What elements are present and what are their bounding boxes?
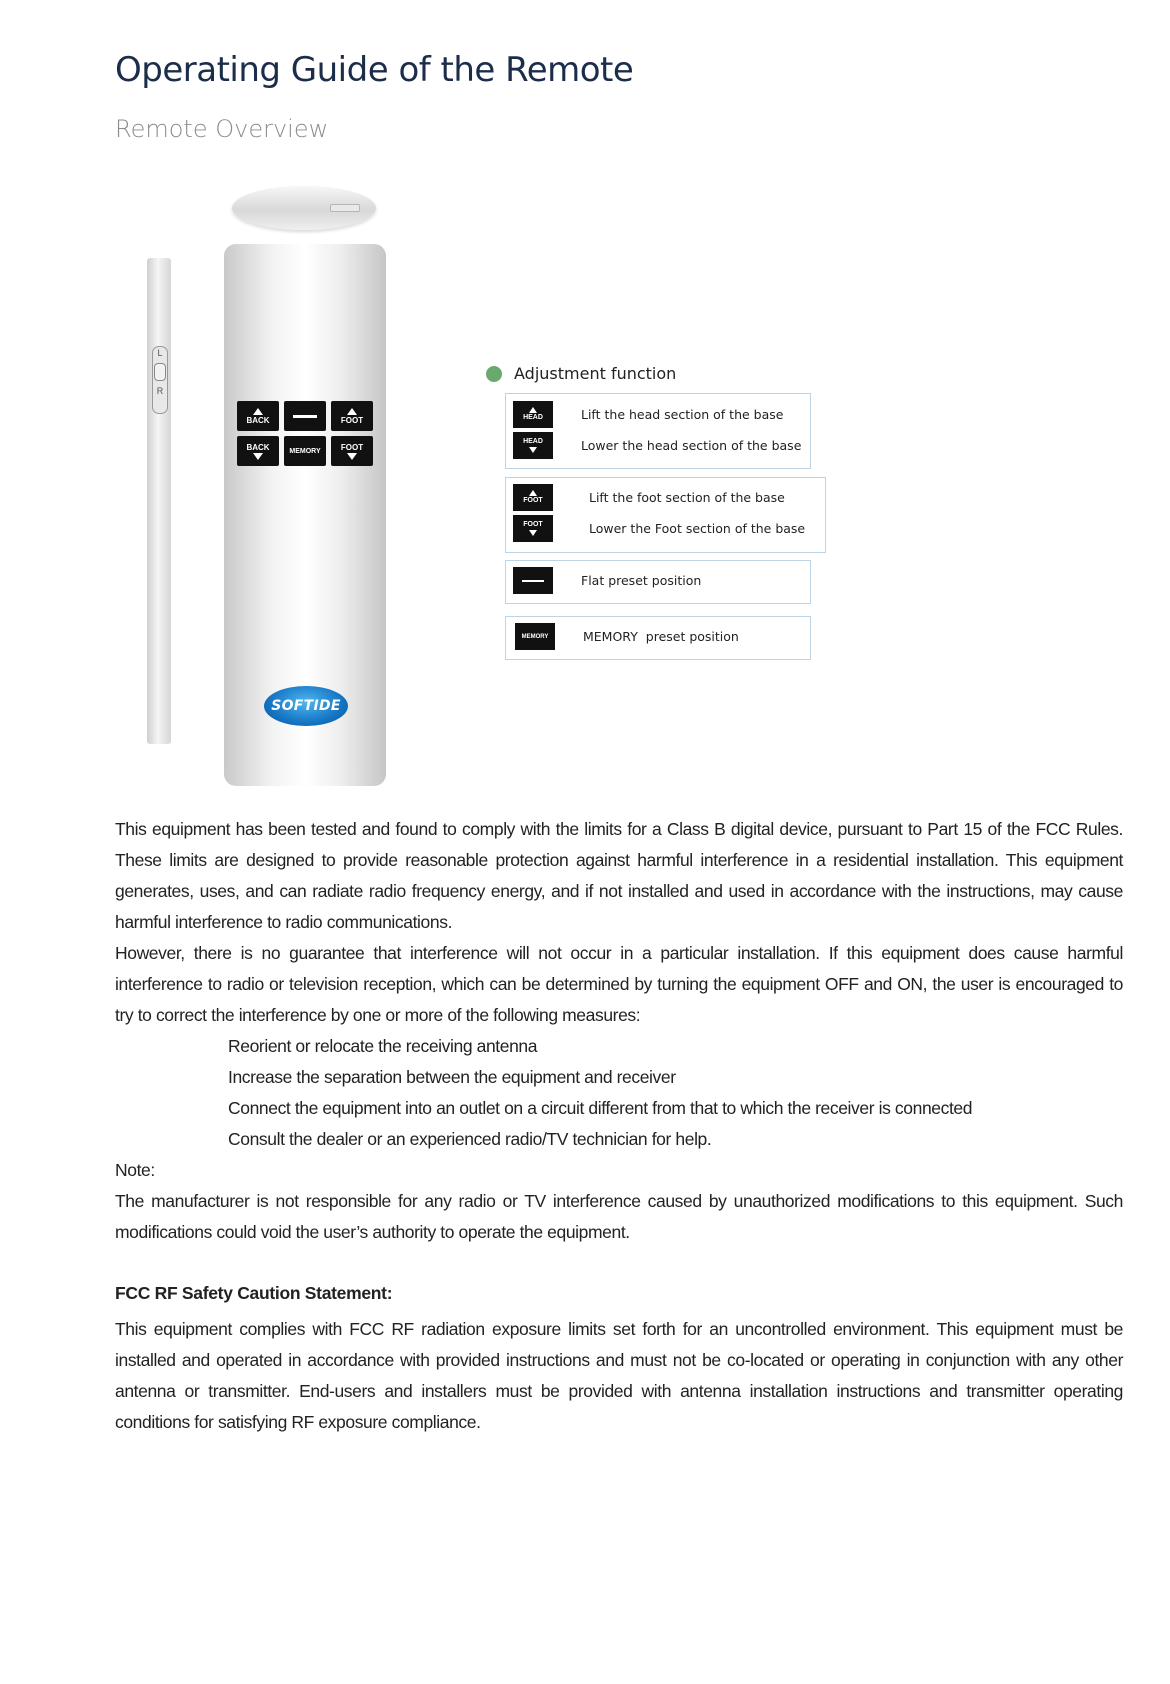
legend-item-foot-up	[513, 484, 785, 511]
legend-item-head-up	[513, 401, 783, 428]
rf-safety-text: This equipment complies with FCC RF radiation exposure limits set forth for an uncontrolled environment. This equipment must be installed and operated in accordance with provided instructions and must not be co-located or operating in conjunction with any other antenna or transmitter. End-users and installers must be provided with antenna installation instructions and transmitter operating conditions for satisfying RF exposure compliance.	[115, 1319, 1123, 1432]
legend-title: Adjustment function	[514, 364, 677, 383]
switch-label-top: L	[157, 348, 163, 358]
head-up-icon: HEAD	[513, 401, 553, 428]
green-dot-icon	[486, 366, 502, 382]
switch-knob	[154, 363, 166, 381]
memory-button[interactable]	[284, 436, 326, 466]
button-label: FOOT	[340, 442, 364, 452]
legend-item-text: Lower the Foot section of the base	[589, 521, 806, 536]
head-down-icon: HEAD	[513, 432, 553, 459]
measure-item: Reorient or relocate the receiving antenna	[228, 1036, 538, 1056]
remote-top-view	[232, 186, 376, 230]
measure-item: Increase the separation between the equipment and receiver	[228, 1067, 676, 1087]
legend-item-text: Lower the head section of the base	[581, 438, 802, 453]
arrow-up-icon	[347, 408, 357, 415]
button-label: MEMORY	[289, 447, 321, 455]
measure-item: Connect the equipment into an outlet on a circuit different from that to which the receiver is connected	[228, 1098, 973, 1118]
legend-item-foot-down	[513, 515, 805, 542]
page-title: Operating Guide of the Remote	[115, 50, 634, 90]
back-down-button[interactable]	[237, 436, 279, 466]
button-label: BACK	[246, 415, 270, 425]
foot-up-icon: FOOT	[513, 484, 553, 511]
remote-top-slot	[330, 204, 360, 212]
button-label: FOOT	[340, 415, 364, 425]
note-label: Note:	[115, 1160, 155, 1180]
switch-label-bottom: R	[156, 386, 164, 396]
legend-header	[486, 364, 676, 383]
rf-safety-section	[115, 1314, 1123, 1438]
measure-item: Consult the dealer or an experienced radio/TV technician for help.	[228, 1129, 712, 1149]
button-label: BACK	[246, 442, 270, 452]
foot-up-button[interactable]	[331, 401, 373, 431]
legend-item-text: MEMORY preset position	[583, 629, 739, 644]
remote-side-view	[147, 258, 171, 744]
lr-side-switch	[152, 346, 168, 414]
foot-down-button[interactable]	[331, 436, 373, 466]
fcc-paragraph-1: This equipment has been tested and found to comply with the limits for a Class B digital device, pursuant to Part 15 of the FCC Rules. These limits are designed to provide reasonable protection against harmful interference in a residential installation. This equipment generates, uses, and can radiate radio frequency energy, and if not installed and used in accordance with the instructions, may cause harmful interference to radio communications.	[115, 819, 1123, 932]
back-up-button[interactable]	[237, 401, 279, 431]
fcc-paragraph-2: However, there is no guarantee that interference will not occur in a particular installation. If this equipment does cause harmful interference to radio or television reception, which can be determined by turning the equipment OFF and ON, the user is encouraged to try to correct the interference by one or more of the following measures:	[115, 943, 1123, 1025]
legend-item-text: Lift the foot section of the base	[589, 490, 785, 505]
flat-button[interactable]	[284, 401, 326, 431]
legend-item-text: Flat preset position	[581, 573, 702, 588]
legend-item-head-down	[513, 432, 801, 459]
legend-item-flat	[513, 567, 701, 594]
legend-item-memory	[515, 623, 739, 650]
legend-item-text: Lift the head section of the base	[581, 407, 784, 422]
flat-dash-icon	[513, 567, 553, 594]
arrow-up-icon	[253, 408, 263, 415]
foot-down-icon: FOOT	[513, 515, 553, 542]
arrow-down-icon	[253, 453, 263, 460]
arrow-down-icon	[347, 453, 357, 460]
rf-safety-heading: FCC RF Safety Caution Statement:	[115, 1283, 393, 1303]
fcc-statement	[115, 814, 1123, 1248]
softide-logo: SOFTIDE	[264, 686, 348, 726]
page-subtitle: Remote Overview	[115, 115, 329, 143]
memory-icon: MEMORY	[515, 623, 555, 650]
note-text: The manufacturer is not responsible for any radio or TV interference caused by unauthorized modifications to this equipment. Such modifications could void the user’s authority to operate the equipment.	[115, 1191, 1123, 1242]
flat-dash-icon	[293, 415, 317, 418]
